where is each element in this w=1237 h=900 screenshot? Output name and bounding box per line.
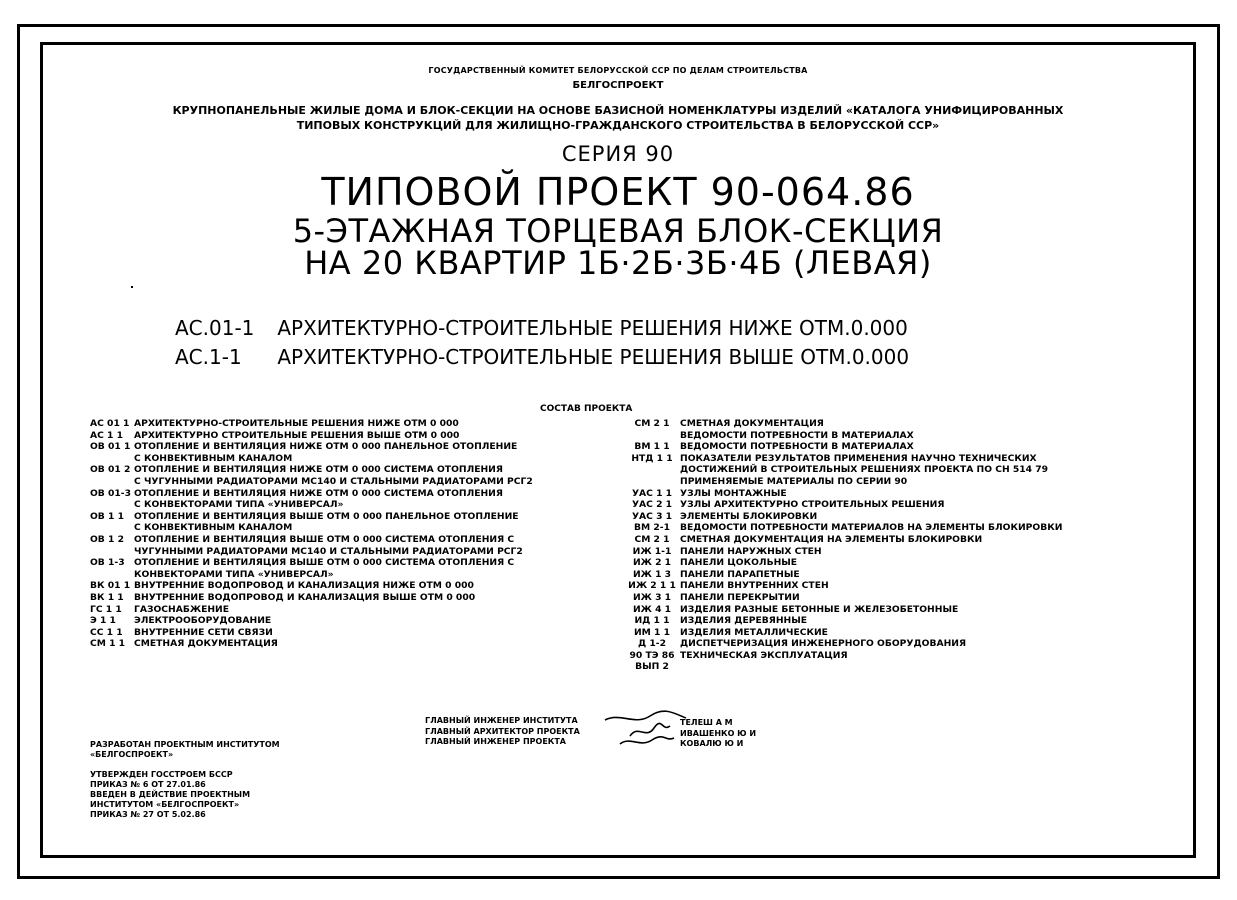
composition-row xyxy=(90,430,533,442)
document-title: С КОНВЕКТИВНЫМ КАНАЛОМ xyxy=(134,452,293,464)
document-title: СМЕТНАЯ ДОКУМЕНТАЦИЯ xyxy=(680,418,824,429)
document-title: ПАНЕЛИ НАРУЖНЫХ СТЕН xyxy=(680,545,822,557)
document-title: ОТОПЛЕНИЕ И ВЕНТИЛЯЦИЯ ВЫШЕ ОТМ 0 000 СИСТЕМА ОТОПЛЕНИЯ С xyxy=(134,533,515,545)
document-code: ВМ 2-1 xyxy=(634,522,670,534)
composition-row xyxy=(624,592,1062,604)
document-code: СМ 1 1 xyxy=(90,638,126,650)
document-code: ВК 1 1 xyxy=(90,591,124,603)
album-code: АС.01-1 xyxy=(175,316,255,340)
document-title: ПАНЕЛИ ВНУТРЕННИХ СТЕН xyxy=(680,580,829,592)
signature-positions xyxy=(425,716,580,748)
document-title: АРХИТЕКТУРНО СТРОИТЕЛЬНЫЕ РЕШЕНИЯ ВЫШЕ ОТМ 0 000 xyxy=(134,429,460,441)
document-title: С ЧУГУННЫМИ РАДИАТОРАМИ МС140 И СТАЛЬНЫМИ РАДИАТОРАМИ РСГ2 xyxy=(134,475,533,487)
document-title: ВНУТРЕННИЕ СЕТИ СВЯЗИ xyxy=(134,626,273,638)
approval-block xyxy=(90,770,250,820)
composition-row xyxy=(90,569,533,581)
composition-row xyxy=(624,418,1062,430)
position-chief-engineer-project: ГЛАВНЫЙ ИНЖЕНЕР ПРОЕКТА xyxy=(425,737,566,746)
document-code: УАС 1 1 xyxy=(631,487,673,499)
composition-row xyxy=(624,580,1062,592)
document-code: ВК 01 1 xyxy=(90,580,131,592)
document-title: СМЕТНАЯ ДОКУМЕНТАЦИЯ НА ЭЛЕМЕНТЫ БЛОКИРОВКИ xyxy=(680,533,983,545)
document-code xyxy=(90,453,134,465)
composition-row xyxy=(624,476,1062,488)
composition-row xyxy=(90,592,533,604)
composition-row xyxy=(624,546,1062,558)
composition-row xyxy=(624,534,1062,546)
document-code xyxy=(90,546,134,558)
document-title: ЭЛЕКТРООБОРУДОВАНИЕ xyxy=(134,615,272,627)
composition-row xyxy=(90,476,533,488)
document-title: ДОСТИЖЕНИЙ В СТРОИТЕЛЬНЫХ РЕШЕНИЯХ ПРОЕКТА ПО СН 514 79 xyxy=(680,464,1049,476)
composition-right-list xyxy=(624,418,1062,673)
document-title: С КОНВЕКТОРАМИ ТИПА «УНИВЕРСАЛ» xyxy=(134,499,344,511)
document-title: ОТОПЛЕНИЕ И ВЕНТИЛЯЦИЯ НИЖЕ ОТМ 0 000 СИСТЕМА ОТОПЛЕНИЯ xyxy=(134,487,503,499)
approved-line-1: УТВЕРЖДЕН ГОССТРОЕМ БССР xyxy=(90,770,233,779)
composition-row xyxy=(90,441,533,453)
document-code: ИЖ 4 1 xyxy=(632,603,672,615)
document-title: УЗЛЫ МОНТАЖНЫЕ xyxy=(680,487,787,499)
project-title-line-2: НА 20 КВАРТИР 1Б·2Б·3Б·4Б (ЛЕВАЯ) xyxy=(304,244,932,282)
document-code xyxy=(624,430,680,442)
stray-dot xyxy=(131,286,133,288)
name-3: КОВАЛЮ Ю И xyxy=(680,739,744,748)
position-chief-architect: ГЛАВНЫЙ АРХИТЕКТОР ПРОЕКТА xyxy=(425,726,580,736)
document-code: 90 ТЭ 86 xyxy=(629,649,675,661)
document-code: ИЖ 2 1 1 xyxy=(628,580,676,592)
composition-row xyxy=(624,661,1062,673)
document-title: ОТОПЛЕНИЕ И ВЕНТИЛЯЦИЯ ВЫШЕ ОТМ 0 000 СИСТЕМА ОТОПЛЕНИЯ С xyxy=(134,557,515,569)
document-code: ИЖ 1-1 xyxy=(632,545,672,557)
developer-block xyxy=(90,740,280,760)
document-code: ИЖ 2 1 xyxy=(632,557,672,569)
composition-row xyxy=(624,569,1062,581)
document-code: ИМ 1 1 xyxy=(633,626,670,638)
document-code: ОВ 1-3 xyxy=(90,557,125,569)
document-title: ПАНЕЛИ ПЕРЕКРЫТИИ xyxy=(680,591,800,603)
composition-row xyxy=(624,511,1062,523)
composition-row xyxy=(90,453,533,465)
document-title: ИЗДЕЛИЯ МЕТАЛЛИЧЕСКИЕ xyxy=(680,626,828,638)
document-title: ВЕДОМОСТИ ПОТРЕБНОСТИ В МАТЕРИАЛАХ xyxy=(680,429,914,441)
document-code: ОВ 1 1 xyxy=(90,510,124,522)
composition-row xyxy=(90,464,533,476)
document-title: СМЕТНАЯ ДОКУМЕНТАЦИЯ xyxy=(134,638,278,650)
composition-row xyxy=(90,418,533,430)
composition-row xyxy=(90,499,533,511)
composition-row xyxy=(624,522,1062,534)
developer-line-1: РАЗРАБОТАН ПРОЕКТНЫМ ИНСТИТУТОМ xyxy=(90,740,280,749)
composition-row xyxy=(624,499,1062,511)
document-title: С КОНВЕКТИВНЫМ КАНАЛОМ xyxy=(134,522,293,534)
series-description-line-1: КРУПНОПАНЕЛЬНЫЕ ЖИЛЫЕ ДОМА И БЛОК-СЕКЦИИ НА ОСНОВЕ БАЗИСНОЙ НОМЕНКЛАТУРЫ ИЗДЕЛИЙ «КАТАЛОГА УНИФИЦИРОВАННЫХ xyxy=(172,104,1064,117)
handwritten-signatures xyxy=(600,706,690,750)
composition-row xyxy=(624,557,1062,569)
document-title: ВНУТРЕННИЕ ВОДОПРОВОД И КАНАЛИЗАЦИЯ НИЖЕ ОТМ 0 000 xyxy=(134,580,474,592)
document-code: ОВ 01 2 xyxy=(90,464,131,476)
document-title: ДИСПЕТЧЕРИЗАЦИЯ ИНЖЕНЕРНОГО ОБОРУДОВАНИЯ xyxy=(680,638,967,650)
document-title: ЭЛЕМЕНТЫ БЛОКИРОВКИ xyxy=(680,510,818,522)
document-title: ОТОПЛЕНИЕ И ВЕНТИЛЯЦИЯ НИЖЕ ОТМ 0 000 СИСТЕМА ОТОПЛЕНИЯ xyxy=(134,464,503,476)
composition-row xyxy=(624,464,1062,476)
composition-row xyxy=(90,627,533,639)
composition-row xyxy=(624,627,1062,639)
name-2: ИВАШЕНКО Ю И xyxy=(680,728,757,738)
position-chief-engineer-institute: ГЛАВНЫЙ ИНЖЕНЕР ИНСТИТУТА xyxy=(425,716,578,725)
document-code xyxy=(90,499,134,511)
document-title: ПАНЕЛИ ПАРАПЕТНЫЕ xyxy=(680,568,800,580)
document-title: ПРИМЕНЯЕМЫЕ МАТЕРИАЛЫ ПО СЕРИИ 90 xyxy=(680,475,908,487)
composition-row xyxy=(90,488,533,500)
document-title: ПОКАЗАТЕЛИ РЕЗУЛЬТАТОВ ПРИМЕНЕНИЯ НАУЧНО ТЕХНИЧЕСКИХ xyxy=(680,452,1037,464)
committee-name: ГОСУДАРСТВЕННЫЙ КОМИТЕТ БЕЛОРУССКОЙ ССР ПО ДЕЛАМ СТРОИТЕЛЬСТВА xyxy=(428,66,808,75)
album-2 xyxy=(175,345,909,369)
album-code: АС.1-1 xyxy=(175,345,242,369)
document-code: ВМ 1 1 xyxy=(634,441,670,453)
composition-row xyxy=(90,604,533,616)
document-title: ОТОПЛЕНИЕ И ВЕНТИЛЯЦИЯ НИЖЕ ОТМ 0 000 ПАНЕЛЬНОЕ ОТОПЛЕНИЕ xyxy=(134,441,518,453)
document-code: ГС 1 1 xyxy=(90,603,122,615)
document-code xyxy=(624,476,680,488)
document-title: ОТОПЛЕНИЕ И ВЕНТИЛЯЦИЯ ВЫШЕ ОТМ 0 000 ПАНЕЛЬНОЕ ОТОПЛЕНИЕ xyxy=(134,510,519,522)
document-code: УАС 2 1 xyxy=(631,499,673,511)
approved-line-2: ПРИКАЗ № 6 ОТ 27.01.86 xyxy=(90,780,206,789)
document-title: УЗЛЫ АРХИТЕКТУРНО СТРОИТЕЛЬНЫХ РЕШЕНИЯ xyxy=(680,499,945,511)
album-1 xyxy=(175,316,908,340)
document-title: ГАЗОСНАБЖЕНИЕ xyxy=(134,603,230,615)
document-code: Э 1 1 xyxy=(90,615,116,627)
album-title: АРХИТЕКТУРНО-СТРОИТЕЛЬНЫЕ РЕШЕНИЯ ВЫШЕ ОТМ.0.000 xyxy=(277,345,910,369)
composition-title: СОСТАВ ПРОЕКТА xyxy=(540,404,633,414)
composition-row xyxy=(624,453,1062,465)
signature-names xyxy=(680,718,756,750)
project-title-line-1: 5-ЭТАЖНАЯ ТОРЦЕВАЯ БЛОК-СЕКЦИЯ xyxy=(292,212,944,250)
document-code: УАС 3 1 xyxy=(631,510,673,522)
enacted-line-1: ВВЕДЕН В ДЕЙСТВИЕ ПРОЕКТНЫМ xyxy=(90,790,251,799)
document-code: НТД 1 1 xyxy=(631,452,673,464)
document-code: АС 1 1 xyxy=(90,429,124,441)
composition-row xyxy=(90,557,533,569)
document-code: СС 1 1 xyxy=(90,626,123,638)
composition-row xyxy=(90,615,533,627)
composition-left-list xyxy=(90,418,533,650)
composition-row xyxy=(90,638,533,650)
composition-row xyxy=(624,650,1062,662)
document-code xyxy=(624,464,680,476)
composition-row xyxy=(624,488,1062,500)
composition-row xyxy=(624,430,1062,442)
composition-row xyxy=(90,511,533,523)
document-code: ОВ 01 1 xyxy=(90,441,131,453)
series-description-line-2: ТИПОВЫХ КОНСТРУКЦИЙ ДЛЯ ЖИЛИЩНО-ГРАЖДАНСКОГО СТРОИТЕЛЬСТВА В БЕЛОРУССКОЙ ССР» xyxy=(296,119,940,132)
document-title: ТЕХНИЧЕСКАЯ ЭКСПЛУАТАЦИЯ xyxy=(680,649,848,661)
document-title: ВЕДОМОСТИ ПОТРЕБНОСТИ В МАТЕРИАЛАХ xyxy=(680,441,914,453)
composition-row xyxy=(624,604,1062,616)
document-title: ВНУТРЕННИЕ ВОДОПРОВОД И КАНАЛИЗАЦИЯ ВЫШЕ ОТМ 0 000 xyxy=(134,591,476,603)
album-title: АРХИТЕКТУРНО-СТРОИТЕЛЬНЫЕ РЕШЕНИЯ НИЖЕ ОТМ.0.000 xyxy=(277,316,908,340)
document-code xyxy=(90,476,134,488)
institute-name: БЕЛГОСПРОЕКТ xyxy=(572,80,664,91)
document-code xyxy=(90,569,134,581)
composition-row xyxy=(90,522,533,534)
document-code: СМ 2 1 xyxy=(634,533,670,545)
composition-row xyxy=(624,638,1062,650)
enacted-line-3: ПРИКАЗ № 27 ОТ 5.02.86 xyxy=(90,810,206,819)
project-number: ТИПОВОЙ ПРОЕКТ 90-064.86 xyxy=(321,170,915,214)
series-number: СЕРИЯ 90 xyxy=(561,142,675,166)
document-title: ЧУГУННЫМИ РАДИАТОРАМИ МС140 И СТАЛЬНЫМИ РАДИАТОРАМИ РСГ2 xyxy=(134,545,523,557)
composition-row xyxy=(624,441,1062,453)
document-code xyxy=(90,522,134,534)
composition-row xyxy=(624,615,1062,627)
document-title: КОНВЕКТОРАМИ ТИПА «УНИВЕРСАЛ» xyxy=(134,568,334,580)
document-title: ИЗДЕЛИЯ РАЗНЫЕ БЕТОННЫЕ И ЖЕЛЕЗОБЕТОННЫЕ xyxy=(680,603,959,615)
document-code: СМ 2 1 xyxy=(634,418,670,429)
document-title: ИЗДЕЛИЯ ДЕРЕВЯННЫЕ xyxy=(680,615,807,627)
document-code: ОВ 1 2 xyxy=(90,533,124,545)
document-code: ИД 1 1 xyxy=(634,615,670,627)
composition-row xyxy=(90,534,533,546)
document-code: Д 1-2 xyxy=(638,638,666,650)
composition-row xyxy=(90,580,533,592)
document-code: АС 01 1 xyxy=(90,418,130,429)
document-title: ПАНЕЛИ ЦОКОЛЬНЫЕ xyxy=(680,557,798,569)
document-code: ОВ 01-3 xyxy=(90,487,132,499)
developer-line-2: «БЕЛГОСПРОЕКТ» xyxy=(90,750,174,759)
document-code: ИЖ 1 3 xyxy=(632,568,672,580)
composition-row xyxy=(90,546,533,558)
enacted-line-2: ИНСТИТУТОМ «БЕЛГОСПРОЕКТ» xyxy=(90,800,240,809)
name-1: ТЕЛЕШ А М xyxy=(680,718,733,727)
document-code: ИЖ 3 1 xyxy=(632,591,672,603)
document-code: ВЫП 2 xyxy=(635,661,669,673)
document-title: ВЕДОМОСТИ ПОТРЕБНОСТИ МАТЕРИАЛОВ НА ЭЛЕМЕНТЫ БЛОКИРОВКИ xyxy=(680,522,1063,534)
document-title: АРХИТЕКТУРНО-СТРОИТЕЛЬНЫЕ РЕШЕНИЯ НИЖЕ ОТМ 0 000 xyxy=(134,418,459,429)
